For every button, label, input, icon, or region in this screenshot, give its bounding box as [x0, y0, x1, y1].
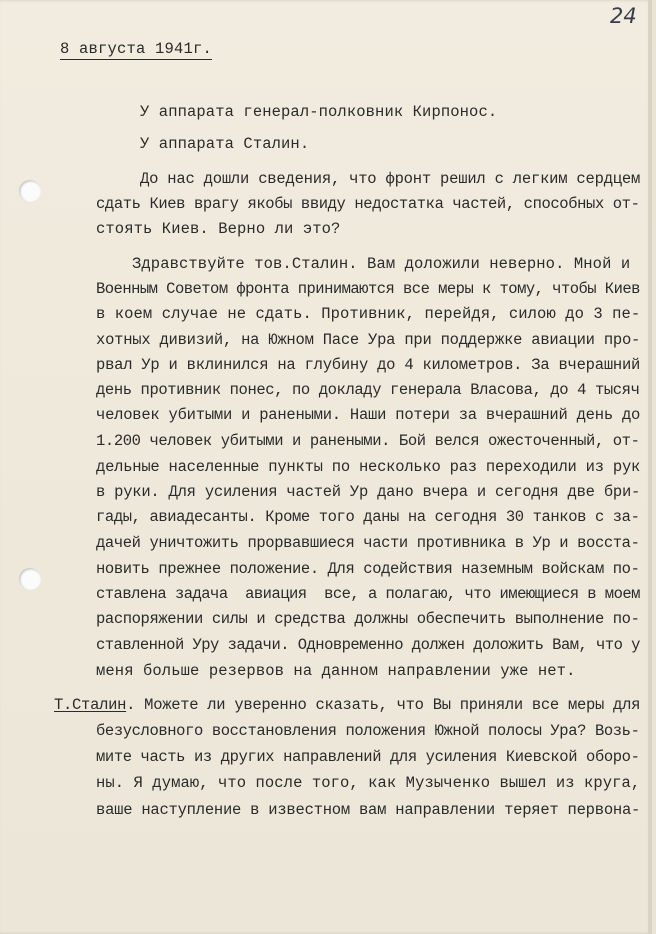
text-line: рвал Ур и вклинился на глубину до 4 километров. За вчерашний [96, 356, 641, 374]
text-line: До нас дошли сведения, что фронт решил с легким сердцем [140, 170, 641, 188]
text-line: Здравствуйте тов.Сталин. Вам доложили неверно. Мной и [132, 255, 631, 273]
page-number: 24 [610, 4, 637, 28]
text-line: новить прежнее положение. Для содействия наземным войскам по- [96, 560, 640, 578]
speaker-line [54, 696, 640, 714]
page-edge [648, 0, 652, 934]
text-line: день противник понес, по докладу генерала Власова, до 4 тысяч [96, 381, 640, 399]
text-line: Военным Советом фронта принимаются все меры к тому, чтобы Киев [96, 280, 640, 298]
text-line: 1.200 человек убитыми и ранеными. Бой велся ожесточенный, от- [96, 432, 640, 450]
text-line: У аппарата генерал-полковник Кирпонос. [140, 103, 498, 121]
text-line-rest: . Можете ли уверенно сказать, что Вы приняли все меры для [126, 696, 641, 714]
text-line: мите часть из других направлений для усиления Киевской оборо- [96, 748, 640, 766]
speaker-name: Т.Сталин [54, 696, 127, 714]
text-line: дельные населенные пункты по несколько раз переходили из рук [96, 458, 641, 476]
text-line: хотных дивизий, на Южном Пасе Ура при поддержке авиации про- [96, 331, 641, 349]
text-line: ставлена задача авиация все, а полагаю, что имеющиеся в моем [96, 585, 640, 603]
text-line: ны. Я думаю, что после того, как Музыченко вышел из круга, [96, 774, 641, 792]
text-line: ваше наступление в известном вам направлении теряет первона- [96, 801, 641, 819]
text-line: ставленной Уру задачи. Одновременно должен доложить Вам, что у [96, 636, 640, 654]
text-line: гады, авиадесанты. Кроме того даны на сегодня 30 танков с за- [96, 508, 640, 526]
text-line: У аппарата Сталин. [140, 135, 310, 153]
punch-hole [19, 568, 41, 590]
text-line: распоряжении силы и средства должны обеспечить выполнение по- [96, 610, 640, 628]
punch-hole [19, 180, 41, 202]
text-line: человек убитыми и ранеными. Наши потери за вчерашний день до [96, 406, 641, 424]
text-line: дачей уничтожить прорвавшиеся части противника в Ур и восста- [96, 534, 640, 552]
text-line: сдать Киев врагу якобы ввиду недостатка частей, способных от- [96, 195, 640, 213]
text-line: в руки. Для усиления частей Ур дано вчера и сегодня две бри- [96, 483, 641, 501]
text-line: меня больше резервов на данном направлении уже нет. [96, 662, 576, 680]
text-line: в коем случае не сдать. Противник, перейдя, силою до 3 пе- [96, 305, 641, 323]
text-line: стоять Киев. Верно ли это? [96, 220, 341, 238]
text-line: безусловного восстановления положения Южной полосы Ура? Возь- [96, 722, 640, 740]
document-date: 8 августа 1941г. [60, 40, 213, 58]
